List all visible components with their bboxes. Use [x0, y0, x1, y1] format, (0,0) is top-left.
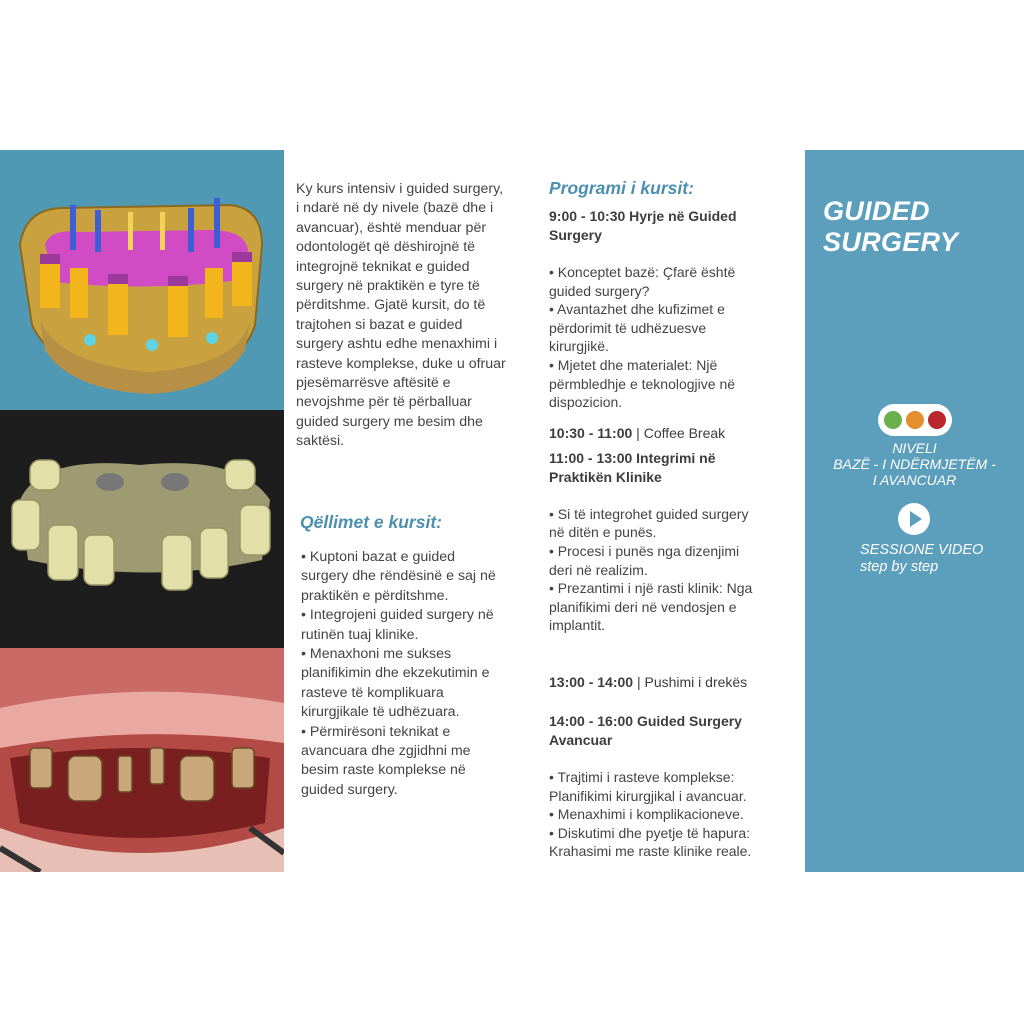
- program-heading: Programi i kursit:: [549, 178, 694, 198]
- play-icon[interactable]: [898, 503, 930, 535]
- goals-line: avancuara dhe zgjidhni me: [301, 743, 471, 760]
- title-panel: [805, 150, 1024, 872]
- level-label-1: NIVELI: [892, 440, 937, 456]
- red-dot-icon: [928, 411, 946, 429]
- intro-column: [296, 180, 532, 452]
- brochure-page: [0, 150, 1024, 872]
- slot3-title: 14:00 - 16:00 Guided Surgery Avancuar: [549, 712, 742, 748]
- orange-dot-icon: [906, 411, 924, 429]
- lunch-break-slot: 13:00 - 14:00 | Pushimi i drekës: [549, 673, 748, 690]
- goals-line: • Kuptoni bazat e guided: [301, 549, 456, 565]
- video-session-sublabel: step by step: [860, 559, 939, 575]
- video-session-label: SESSIONE VIDEO: [860, 542, 984, 558]
- green-dot-icon: [884, 411, 902, 429]
- slot2-title: 11:00 - 13:00 Integrimi në Praktikën Klinike: [549, 449, 716, 485]
- slot1-title: 9:00 - 10:30 Hyrje në Guided Surgery: [549, 208, 737, 243]
- goals-line: besim raste komplekse në: [301, 762, 466, 779]
- surgical-guide-image: [0, 410, 284, 648]
- level-dots: [878, 404, 952, 436]
- slot3-bullets: • Trajtimi i rasteve komplekse: Planifikimi kirurgjikal i avancuar. • Menaxhimi i komplikacioneve. • Diskutimi dhe pyetje të hapura: Krahasimi me raste klinike reale.: [549, 768, 752, 860]
- clinical-photo-image: [0, 648, 284, 872]
- level-label-3: I AVANCUAR: [872, 472, 957, 488]
- goals-line: guided surgery.: [301, 781, 398, 798]
- goals-line: • Integrojeni guided surgery në: [301, 607, 494, 624]
- slot2-bullets: • Si të integrohet guided surgery në ditën e punës. • Procesi i punës nga dizenjimi deri në realizim. • Prezantimi i një rasti klinik: Nga planifikimi deri në vendosjen e implantit.: [549, 505, 753, 634]
- goals-line: kirurgjikale të udhëzuara.: [301, 704, 460, 721]
- goals-line: rasteve të komplikuara: [301, 684, 444, 701]
- goals-line: surgery dhe rëndësinë e saj në: [301, 568, 496, 585]
- cad-jaw-image: [0, 150, 284, 410]
- level-label-2: BAZË - I NDËRMJETËM -: [833, 456, 996, 472]
- program-column: [549, 178, 789, 861]
- panel-title: GUIDED SURGERY: [823, 196, 959, 257]
- goals-list: [301, 548, 531, 800]
- goals-heading: Qëllimet e kursit:: [300, 512, 442, 532]
- goals-line: • Përmirësoni teknikat e: [301, 723, 451, 740]
- slot1-bullets: • Konceptet bazë: Çfarë është guided surgery? • Avantazhet dhe kufizimet e përdorimit të udhëzuesve kirurgjikë. • Mjetet dhe materialet: Një përmbledhje e teknologjive në dispozicion.: [549, 264, 736, 411]
- goals-line: praktikën e përditshme.: [301, 587, 449, 604]
- goals-line: rutinën tuaj klinike.: [301, 626, 419, 643]
- goals-line: • Menaxhoni me sukses: [301, 646, 452, 663]
- image-column: [0, 150, 284, 872]
- goals-line: planifikimin dhe ekzekutimin e: [301, 665, 490, 682]
- coffee-break-slot: 10:30 - 11:00 | Coffee Break: [549, 424, 726, 441]
- intro-paragraph: Ky kurs intensiv i guided surgery, i ndarë në dy nivele (bazë dhe i avancuar), është menduar për odontologët që dëshirojnë të integrojnë teknikat e guided surgery në praktikën e tyre të përditshme. Gjatë kursit, do të trajtohen si bazat e guided surgery ashtu edhe menaxhimi i rasteve komplekse, duke u ofruar pjesëmarrësve aftësitë e nevojshme për të përballuar guided surgery me besim dhe saktësi.: [296, 181, 506, 450]
